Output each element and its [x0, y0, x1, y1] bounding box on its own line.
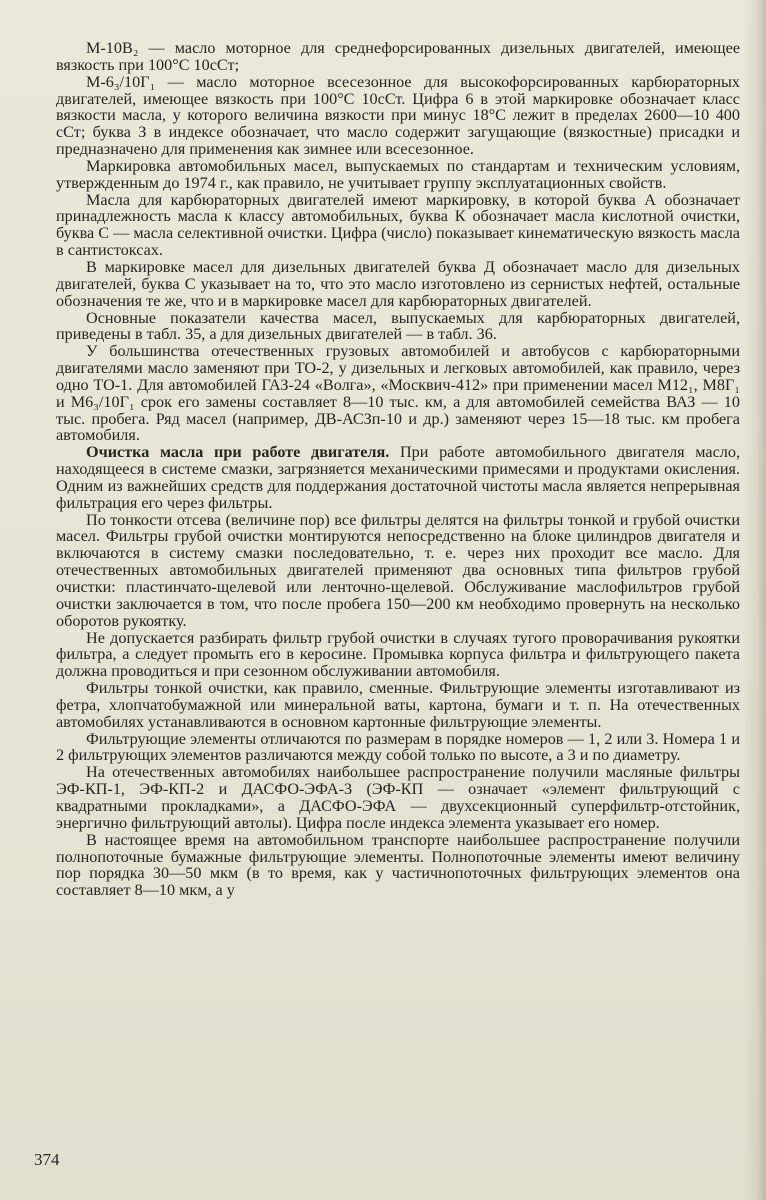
paragraph-m10v2: М-10В₂ — масло моторное для среднефорсированных дизельных двигателей, имеющее вязкость при 100°С 10сСт; [56, 39, 740, 74]
paragraph-coarse-filter: Не допускается разбирать фильтр грубой очистки в случаях тугого проворачивания рукоятки фильтра, а следует промыть его в керосине. Промывка корпуса фильтра и фильтрующего пакета должна проводиться и при сезонном обслуживании автомобиля. [56, 628, 740, 681]
section-heading-oil-cleaning: Очистка масла при работе двигателя. [86, 443, 390, 462]
paragraph-marking-before-1974: Маркировка автомобильных масел, выпускаемых по стандартам и техническим условиям, утвержденным до 1974 г., как правило, не учитывает группу эксплуатационных свойств. [56, 156, 740, 192]
page-edge-shadow [744, 0, 766, 1200]
paragraph-oil-cleaning-text: При работе автомобильного двигателя масло, находящееся в системе смазки, загрязняется механическими примесями и продуктами окисления. Одним из важнейших средств для поддержания достаточной чистоты масла является непрерывная фильтрация его через фильтры. [56, 443, 740, 512]
paragraph-oil-filters-types: На отечественных автомобилях наибольшее распространение получили масляные фильтры ЭФ-КП-1, ЭФ-КП-2 и ДАСФО-ЭФА-3 (ЭФ-КП — означает «элемент фильтрующий с квадратными прокладками», а ДАСФО-ЭФА — двухсекционный суперфильтр-отстойник, энергично фильтрующий автолы). Цифра после индекса элемента указывает его номер. [56, 763, 740, 832]
paragraph-filter-fineness: По тонкости отсева (величине пор) все фильтры делятся на фильтры тонкой и грубой очистки масел. Фильтры грубой очистки монтируются непосредственно на блоке цилиндров двигателя и включаются в систему смазки последовательно, т. е. через них проходит все масло. Для отечественных автомобильных двигателей применяют два основных типа фильтров грубой очистки: пластинчато-щелевой или ленточно-щелевой. Обслуживание маслофильтров грубой очистки заключается в том, что после пробега 150—200 км необходимо провернуть на несколько оборотов рукоятку. [56, 510, 740, 630]
page-number: 374 [34, 1150, 60, 1169]
paragraph-quality-indicators: Основные показатели качества масел, выпускаемых для карбюраторных двигателей, приведены в табл. 35, а для дизельных двигателей — в табл. 36. [56, 308, 740, 344]
paragraph-carburetor-oils: Масла для карбюраторных двигателей имеют маркировку, в которой буква А обозначает принадлежность масла к классу автомобильных, буква К обозначает масла кислотной очистки, буква С — масла селективной очистки. Цифра (число) показывает кинематическую вязкость масла в сантистоксах. [56, 190, 740, 260]
paragraph-m6z10g1: М-6₃/10Г₁ — масло моторное всесезонное для высокофорсированных карбюраторных двигателей, имеющее вязкость при 100°С 10сСт. Цифра 6 в этой маркировке обозначает класс вязкости масла, у которого величина вязкости при минус 18°С лежит в пределах 2600—10 400 сСт; буква З в индексе обозначает, что масло содержит загущающие (вязкостные) присадки и предназначено для применения как зимнее или всесезонное. [56, 72, 740, 159]
body-text [56, 40, 740, 899]
paragraph-oil-change: У большинства отечественных грузовых автомобилей и автобусов с карбюраторными двигателями масло заменяют при ТО-2, у дизельных и легковых автомобилей, как правило, через одно ТО-1. Для автомобилей ГАЗ-24 «Волга», «Москвич-412» при применении масел М12₁, М8Г₁ и М6₃/10Г₁ срок его замены составляет 8—10 тыс. км, а для автомобилей семейства ВАЗ — 10 тыс. пробега. Ряд масел (например, ДВ-АСЗп-10 и др.) заменяют через 15—18 тыс. км пробега автомобиля. [56, 342, 740, 445]
paragraph-element-numbers: Фильтрующие элементы отличаются по размерам в порядке номеров — 1, 2 или 3. Номера 1 и 2 фильтрующих элементов различаются между собой только по высоте, а 3 и по диаметру. [56, 729, 740, 765]
paragraph-diesel-oils: В маркировке масел для дизельных двигателей буква Д обозначает масло для дизельных двигателей, буква С указывает на то, что это масло изготовлено из сернистых нефтей, остальные обозначения те же, что и в маркировке масел для карбюраторных двигателей. [56, 257, 740, 310]
paragraph-fine-filters: Фильтры тонкой очистки, как правило, сменные. Фильтрующие элементы изготавливают из фетра, хлопчатобумажной или минеральной ваты, картона, бумаги и т. п. На отечественных автомобилях устанавливаются в основном картонные фильтрующие элементы. [56, 679, 740, 731]
paragraph-oil-cleaning [56, 444, 740, 511]
paragraph-full-flow-elements: В настоящее время на автомобильном транспорте наибольшее распространение получили полнопоточные бумажные фильтрующие элементы. Полнопоточные элементы имеют величину пор порядка 30—50 мкм (в то время, как у частичнопоточных фильтрующих элементов она составляет 8—10 мкм, а у [56, 830, 740, 900]
